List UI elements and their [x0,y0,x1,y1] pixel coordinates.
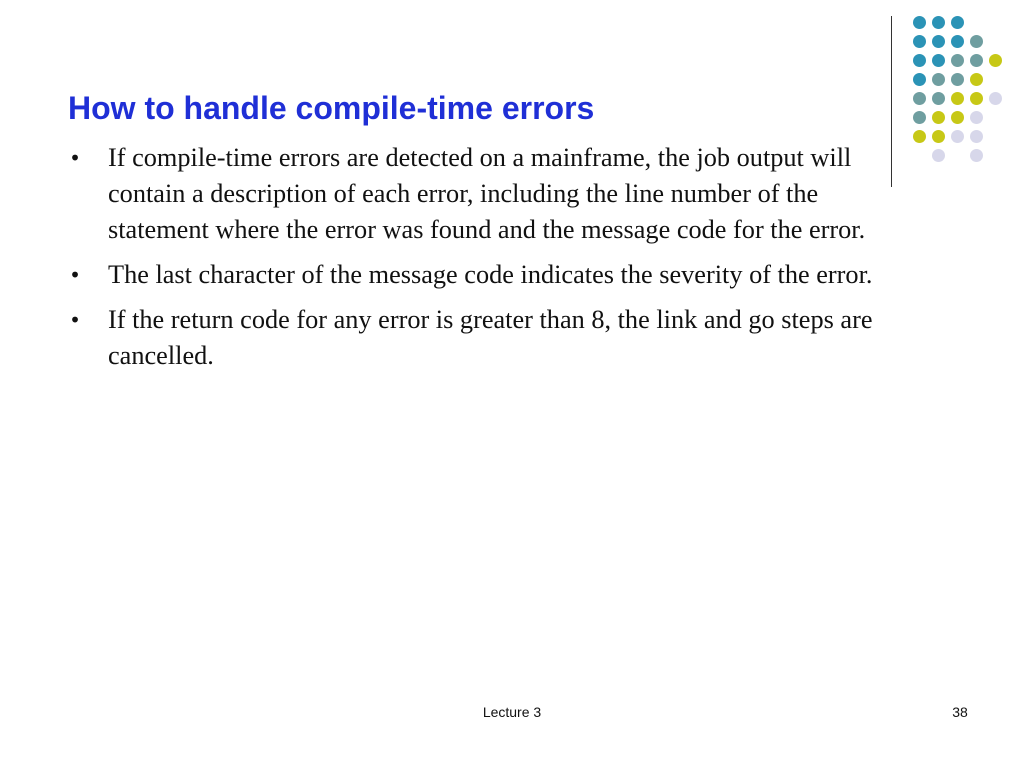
bullet-text: If the return code for any error is greater than 8, the link and go steps are cancelled. [108,305,873,370]
decorative-dot [913,73,926,86]
decorative-dot [913,16,926,29]
decorative-dot [989,92,1002,105]
decorative-dot [913,92,926,105]
decorative-dot [951,130,964,143]
decorative-dot [989,54,1002,67]
bullet-text: The last character of the message code indicates the severity of the error. [108,260,873,289]
decorative-dot [932,16,945,29]
decorative-dot [970,92,983,105]
decorative-dot [913,35,926,48]
decorative-dot [932,130,945,143]
slide-title: How to handle compile-time errors [68,90,595,126]
decorative-dot [970,35,983,48]
decorative-dot [932,149,945,162]
decorative-dot [932,92,945,105]
decorative-dot [932,73,945,86]
bullet-text: If compile-time errors are detected on a mainframe, the job output will contain a description of each error, including the line number of the statement where the error was found and the message code for the error. [108,143,866,244]
footer-page-number: 38 [952,704,968,720]
bullet-list [68,140,896,383]
decorative-dot [970,73,983,86]
decorative-dot [913,54,926,67]
bullet-item [68,257,896,293]
decorative-dot [932,54,945,67]
decorative-dot [951,16,964,29]
decorative-dot [932,111,945,124]
footer-lecture-label: Lecture 3 [482,704,542,720]
decorative-dot [913,130,926,143]
bullet-item [68,302,896,374]
decorative-dot [932,35,945,48]
decorative-dot [913,111,926,124]
decorative-dot [970,111,983,124]
bullet-icon: • [69,308,81,332]
decorative-dot [951,54,964,67]
decorative-dot [970,130,983,143]
decorative-dot [951,92,964,105]
decorative-dot [970,149,983,162]
decorative-dot [951,111,964,124]
bullet-icon: • [69,263,81,287]
decorative-dot [951,35,964,48]
bullet-icon: • [69,146,81,170]
bullet-item [68,140,896,248]
decorative-dot-grid [905,10,1015,170]
decorative-dot [970,54,983,67]
decorative-dot [951,73,964,86]
